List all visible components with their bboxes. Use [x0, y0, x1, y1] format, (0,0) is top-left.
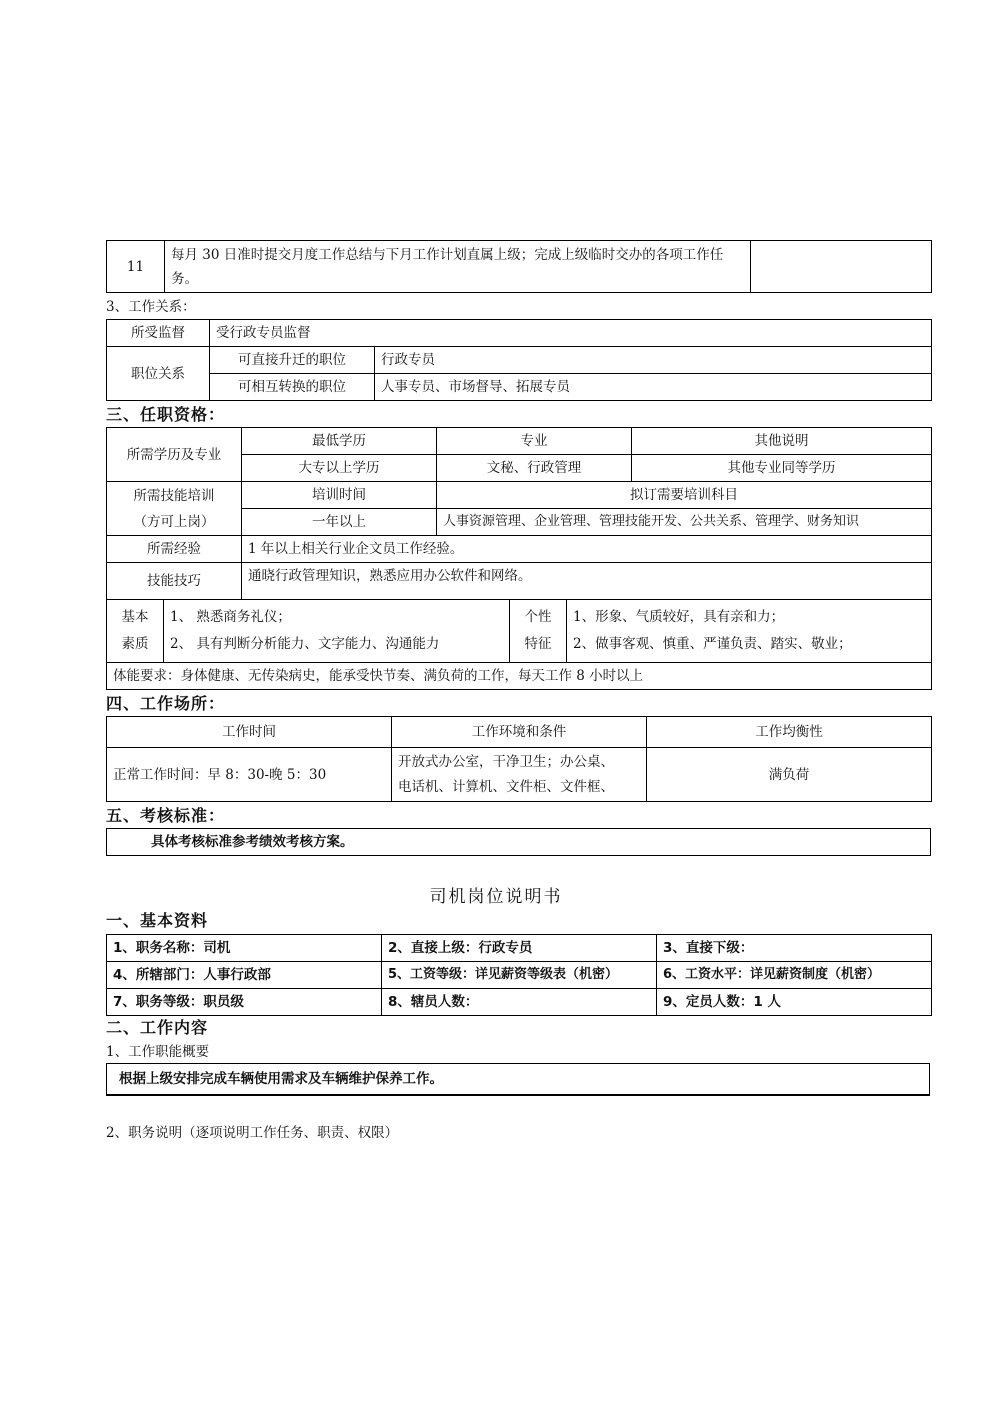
- env-header: 工作环境和条件: [392, 717, 647, 748]
- driver-cell: 5、工资等级：详见薪资等级表（机密）: [382, 962, 657, 989]
- personality-items: [567, 600, 932, 663]
- basic-label-line1: 基本: [121, 609, 149, 625]
- qualifications-table: [106, 427, 932, 600]
- personality-label-line2: 特征: [524, 636, 552, 652]
- training-label-line2: （方可上岗）: [133, 513, 215, 530]
- time-value: 正常工作时间：早 8：30-晚 5：30: [107, 748, 392, 802]
- task-extra: [751, 241, 932, 293]
- transfer-value: 人事专员、市场督导、拓展专员: [375, 374, 932, 401]
- qualifications-heading: 三、任职资格：: [106, 405, 226, 424]
- experience-label: 所需经验: [107, 536, 242, 563]
- driver-cell: 9、定员人数：1 人: [657, 989, 932, 1016]
- experience-value: 1 年以上相关行业企文员工作经验。: [242, 536, 932, 563]
- task-text: 每月 30 日准时提交月度工作总结与下月工作计划直属上级；完成上级临时交办的各项工作任务。: [165, 241, 751, 293]
- driver-cell: 4、所辖部门：人事行政部: [107, 962, 382, 989]
- driver-content-heading: 二、工作内容: [106, 1018, 209, 1037]
- supervised-label: 所受监督: [107, 320, 210, 347]
- edu-label: 所需学历及专业: [107, 428, 242, 482]
- personality-label-line1: 个性: [524, 609, 552, 625]
- time-header: 工作时间: [107, 717, 392, 748]
- driver-basic-table: [106, 934, 932, 1016]
- basic-item: 1、 熟悉商务礼仪；: [170, 609, 291, 625]
- personality-label: [510, 600, 567, 663]
- driver-basic-heading: 一、基本资料: [106, 911, 209, 930]
- training-time-header: 培训时间: [242, 482, 437, 509]
- task-table: [106, 240, 932, 293]
- driver-summary-box: [106, 1063, 930, 1096]
- assessment-value: 具体考核标准参考绩效考核方案。: [151, 834, 354, 850]
- driver-cell: 6、工资水平：详见薪资制度（机密）: [657, 962, 932, 989]
- basic-items: [164, 600, 510, 663]
- promote-label: 可直接升迁的职位: [210, 347, 375, 374]
- personality-item: 2、做事客观、慎重、严谨负责、踏实、敬业；: [573, 636, 852, 652]
- workplace-table: [106, 716, 932, 802]
- training-subject-header: 拟订需要培训科目: [437, 482, 932, 509]
- relations-table: [106, 319, 932, 401]
- env-line: 开放式办公室，干净卫生；办公桌、: [398, 753, 614, 770]
- promote-value: 行政专员: [375, 347, 932, 374]
- other-value: 其他专业同等学历: [632, 455, 932, 482]
- driver-cell: 3、直接下级：: [657, 935, 932, 962]
- skill-label: 技能技巧: [107, 563, 242, 600]
- task-number: 11: [107, 241, 165, 293]
- basic-item: 2、 具有判断分析能力、文字能力、沟通能力: [170, 636, 440, 652]
- min-edu-value: 大专以上学历: [242, 455, 437, 482]
- training-label-line1: 所需技能培训: [133, 487, 215, 504]
- personality-item: 1、形象、气质较好，具有亲和力；: [573, 609, 785, 625]
- physical-requirement: 体能要求：身体健康、无传染病史，能承受快节奏、满负荷的工作，每天工作 8 小时以上: [107, 663, 932, 690]
- assessment-heading: 五、考核标准：: [106, 806, 226, 825]
- relations-heading: 3、工作关系：: [106, 299, 196, 315]
- assessment-box: [106, 828, 931, 856]
- major-header: 专业: [437, 428, 632, 455]
- other-header: 其他说明: [632, 428, 932, 455]
- driver-cell: 8、辖员人数：: [382, 989, 657, 1016]
- env-value: [392, 748, 647, 802]
- driver-summary-heading: 1、工作职能概要: [106, 1044, 210, 1060]
- major-value: 文秘、行政管理: [437, 455, 632, 482]
- balance-header: 工作均衡性: [647, 717, 932, 748]
- supervised-value: 受行政专员监督: [210, 320, 932, 347]
- position-label: 职位关系: [107, 347, 210, 401]
- min-edu-header: 最低学历: [242, 428, 437, 455]
- basic-label: [107, 600, 164, 663]
- balance-value: 满负荷: [647, 748, 932, 802]
- driver-duties-heading: 2、职务说明（逐项说明工作任务、职责、权限）: [106, 1125, 399, 1141]
- traits-table: [106, 599, 932, 690]
- env-line: 电话机、计算机、文件柜、文件框、: [398, 778, 614, 795]
- driver-cell: 1、职务名称：司机: [107, 935, 382, 962]
- workplace-heading: 四、工作场所：: [106, 694, 226, 713]
- skill-value: 通晓行政管理知识，熟悉应用办公软件和网络。: [242, 563, 932, 600]
- basic-label-line2: 素质: [121, 636, 149, 652]
- transfer-label: 可相互转换的职位: [210, 374, 375, 401]
- driver-summary-value: 根据上级安排完成车辆使用需求及车辆维护保养工作。: [119, 1071, 443, 1087]
- driver-cell: 2、直接上级：行政专员: [382, 935, 657, 962]
- driver-cell: 7、职务等级：职员级: [107, 989, 382, 1016]
- driver-title: 司机岗位说明书: [429, 887, 563, 907]
- training-time-value: 一年以上: [242, 509, 437, 536]
- training-label: [107, 482, 242, 536]
- training-subject-value: 人事资源管理、企业管理、管理技能开发、公共关系、管理学、财务知识: [437, 509, 932, 536]
